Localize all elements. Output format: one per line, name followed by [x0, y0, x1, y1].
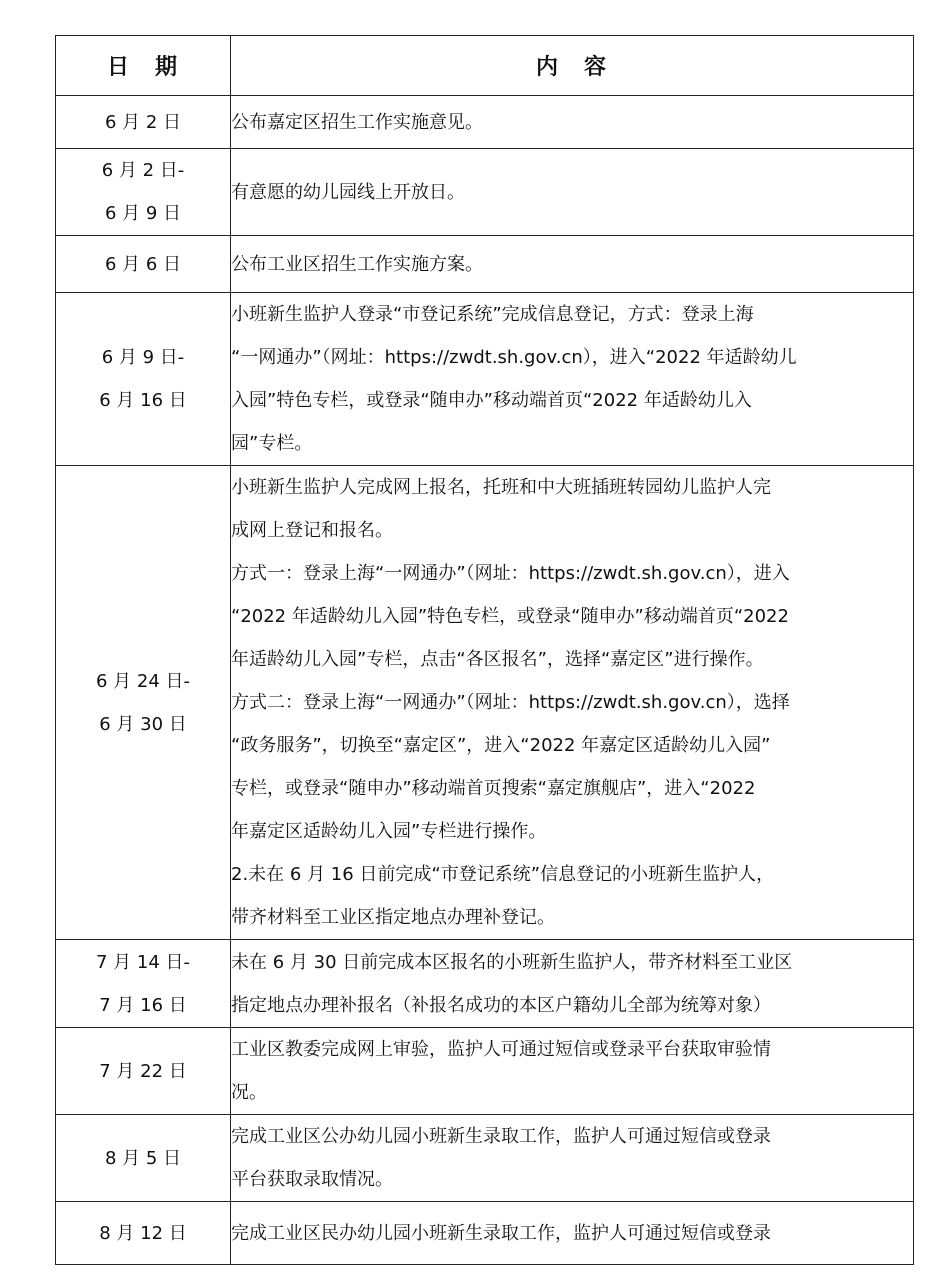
date-line: 6 月 2 日 — [104, 111, 182, 133]
content-line: 有意愿的幼儿园线上开放日。 — [231, 181, 465, 203]
content-line: 专栏，或登录“随申办”移动端首页搜索“嘉定旗舰店”，进入“2022 — [231, 778, 756, 799]
row-date — [56, 149, 231, 236]
table-row — [56, 1115, 914, 1202]
row-content — [231, 236, 914, 293]
content-line: 完成工业区公办幼儿园小班新生录取工作，监护人可通过短信或登录 — [231, 1126, 771, 1147]
row-content — [231, 96, 914, 149]
table-row — [56, 236, 914, 293]
row-date — [56, 940, 231, 1028]
date-line: 6 月 2 日- — [101, 160, 185, 181]
row-date — [56, 96, 231, 149]
header-content: 内 容 — [231, 36, 914, 96]
date-line: 6 月 30 日 — [99, 713, 187, 735]
date-line: 7 月 22 日 — [99, 1060, 187, 1082]
date-line: 6 月 16 日 — [99, 390, 187, 411]
date-line: 6 月 24 日- — [95, 670, 191, 692]
content-line: 园”专栏。 — [231, 433, 313, 454]
row-content — [231, 466, 914, 940]
content-line: 指定地点办理补报名（补报名成功的本区户籍幼儿全部为统筹对象） — [231, 994, 771, 1016]
row-content — [231, 1028, 914, 1115]
date-line: 6 月 9 日 — [104, 203, 182, 224]
content-line: 年嘉定区适龄幼儿入园”专栏进行操作。 — [231, 821, 547, 842]
content-line: 带齐材料至工业区指定地点办理补登记。 — [231, 907, 555, 928]
row-content — [231, 940, 914, 1028]
content-line: 2.未在 6 月 16 日前完成“市登记系统”信息登记的小班新生监护人， — [231, 864, 775, 885]
date-line: 7 月 16 日 — [99, 994, 187, 1016]
row-date — [56, 236, 231, 293]
schedule-body — [56, 96, 914, 1265]
row-date — [56, 1028, 231, 1115]
date-line: 6 月 6 日 — [104, 253, 182, 275]
table-row — [56, 96, 914, 149]
content-line: 平台获取录取情况。 — [231, 1169, 393, 1190]
row-content — [231, 293, 914, 466]
row-date — [56, 1202, 231, 1265]
table-row — [56, 1028, 914, 1115]
content-line: 成网上登记和报名。 — [231, 520, 393, 541]
content-line: 方式二：登录上海“一网通办”（网址：https://zwdt.sh.gov.cn），选择 — [231, 692, 790, 713]
table-row — [56, 149, 914, 236]
row-date — [56, 1115, 231, 1202]
content-line: “政务服务”，切换至“嘉定区”，进入“2022 年嘉定区适龄幼儿入园” — [231, 735, 771, 756]
content-line: “一网通办”（网址：https://zwdt.sh.gov.cn），进入“2022 年适龄幼儿 — [231, 347, 797, 368]
row-date — [56, 466, 231, 940]
row-date — [56, 293, 231, 466]
content-line: 公布嘉定区招生工作实施意见。 — [231, 111, 483, 133]
date-line: 8 月 12 日 — [99, 1222, 187, 1244]
table-row — [56, 940, 914, 1028]
content-line: 方式一：登录上海“一网通办”（网址：https://zwdt.sh.gov.cn），进入 — [231, 563, 790, 584]
content-line: 入园”特色专栏，或登录“随申办”移动端首页“2022 年适龄幼儿入 — [231, 390, 752, 411]
table-row — [56, 293, 914, 466]
header-row — [56, 36, 914, 96]
content-line: 未在 6 月 30 日前完成本区报名的小班新生监护人，带齐材料至工业区 — [231, 951, 793, 973]
row-content — [231, 149, 914, 236]
content-line: 小班新生监护人完成网上报名，托班和中大班插班转园幼儿监护人完 — [231, 477, 771, 498]
date-line: 7 月 14 日- — [95, 951, 191, 973]
row-content — [231, 1202, 914, 1265]
content-line: 小班新生监护人登录“市登记系统”完成信息登记，方式：登录上海 — [231, 304, 754, 325]
date-line: 8 月 5 日 — [104, 1147, 182, 1169]
content-line: 工业区教委完成网上审验，监护人可通过短信或登录平台获取审验情 — [231, 1039, 771, 1060]
schedule-table — [55, 35, 914, 1265]
content-line: “2022 年适龄幼儿入园”特色专栏，或登录“随申办”移动端首页“2022 — [231, 606, 789, 627]
date-line: 6 月 9 日- — [101, 347, 185, 368]
content-line: 完成工业区民办幼儿园小班新生录取工作，监护人可通过短信或登录 — [231, 1222, 771, 1244]
row-content — [231, 1115, 914, 1202]
content-line: 年适龄幼儿入园”专栏，点击“各区报名”，选择“嘉定区”进行操作。 — [231, 649, 764, 670]
content-line: 公布工业区招生工作实施方案。 — [231, 253, 483, 275]
table-row — [56, 1202, 914, 1265]
content-line: 况。 — [231, 1082, 267, 1103]
table-row — [56, 466, 914, 940]
header-date: 日 期 — [56, 36, 231, 96]
